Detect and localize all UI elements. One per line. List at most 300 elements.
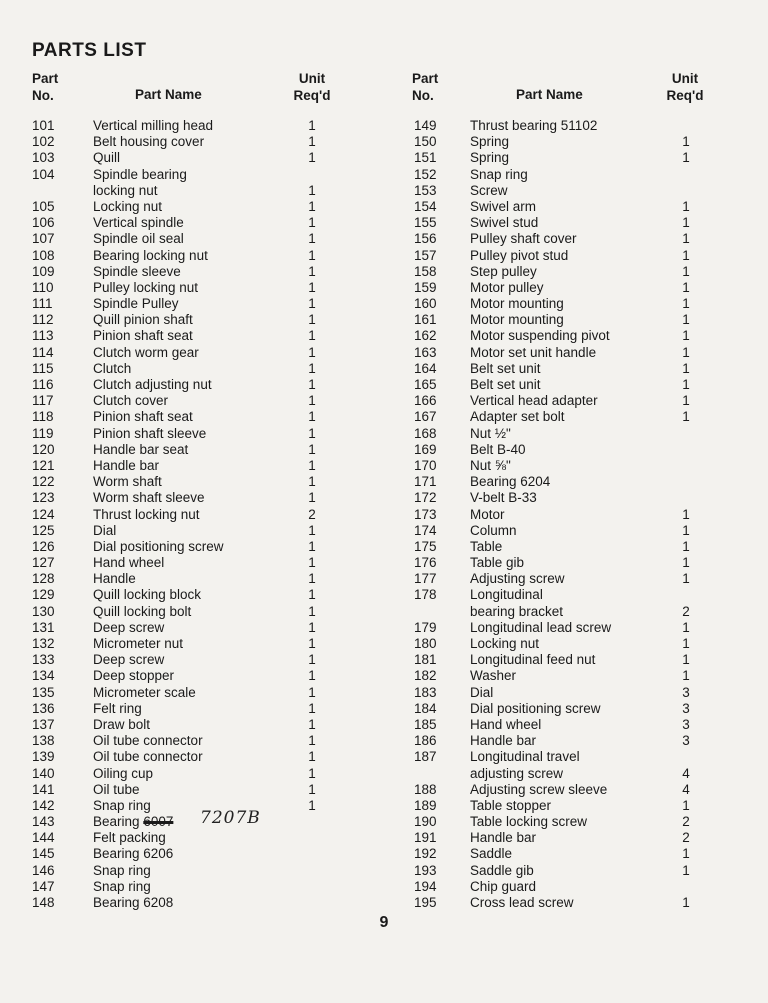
part-number: 148	[32, 895, 55, 910]
part-number: 179	[414, 619, 437, 635]
table-row	[32, 345, 342, 361]
part-number: 192	[414, 846, 437, 862]
part-name-text: Handle bar	[470, 733, 537, 749]
header-unit-reqd	[660, 70, 710, 104]
parts-rows-right	[412, 118, 712, 911]
part-name	[470, 587, 543, 603]
table-row	[32, 620, 342, 636]
part-number: 110	[32, 279, 54, 295]
part-name-text: Bearing locking nut	[93, 247, 208, 263]
parts-column-left	[32, 68, 342, 911]
unit-required: 1	[308, 797, 316, 813]
unit-required: 1	[308, 474, 316, 490]
part-name	[470, 328, 610, 344]
part-name-text: Adapter set bolt	[470, 409, 565, 425]
part-number: 174	[414, 522, 437, 538]
table-row	[412, 701, 712, 717]
table-row	[32, 490, 342, 506]
table-row	[412, 814, 712, 830]
unit-required: 1	[682, 198, 690, 214]
part-name	[470, 280, 544, 296]
unit-required: 1	[308, 198, 316, 214]
part-number: 156	[414, 231, 437, 247]
part-name-text: Spring	[470, 134, 510, 150]
part-number: 165	[414, 377, 437, 392]
part-name	[470, 296, 564, 312]
unit-required: 1	[682, 506, 690, 522]
part-name	[93, 539, 224, 555]
table-row	[412, 199, 712, 215]
part-number: 109	[32, 263, 55, 279]
table-row	[412, 507, 712, 523]
part-name	[93, 846, 173, 862]
part-name-text: Clutch	[93, 360, 132, 376]
part-name	[470, 426, 511, 442]
table-row	[412, 523, 712, 539]
unit-required: 4	[682, 765, 690, 781]
part-name	[93, 507, 200, 523]
part-name-text: Snap ring	[93, 878, 151, 894]
part-name	[470, 782, 607, 798]
table-row	[412, 555, 712, 571]
part-name-text: Dial positioning screw	[470, 700, 601, 716]
part-number: 191	[414, 830, 437, 846]
part-name-text: Oil tube connector	[93, 733, 203, 749]
part-name-text: Pulley shaft cover	[470, 231, 577, 247]
parts-rows-left	[32, 118, 342, 911]
part-name-text: Handle bar	[470, 830, 537, 846]
part-number: 112	[32, 312, 54, 328]
table-row	[412, 328, 712, 344]
unit-required: 1	[308, 134, 316, 150]
unit-required: 4	[682, 781, 690, 797]
unit-required: 1	[682, 571, 690, 587]
header-unit-line1: Unit	[671, 71, 699, 86]
unit-required: 1	[308, 684, 316, 700]
part-number: 155	[414, 215, 437, 231]
part-name-text: Spindle sleeve	[93, 263, 181, 279]
unit-required: 2	[682, 814, 690, 830]
part-number: 129	[32, 587, 55, 603]
part-number: 190	[414, 814, 437, 830]
part-name-text: Vertical milling head	[93, 118, 214, 133]
part-name-text: Longitudinal travel	[470, 749, 580, 765]
part-name-text: Snap ring	[93, 797, 151, 813]
part-name	[93, 523, 116, 539]
part-name	[93, 167, 187, 183]
part-name-text: Swivel stud	[470, 215, 539, 231]
unit-required: 1	[682, 652, 690, 668]
part-name	[470, 701, 601, 717]
part-name	[470, 571, 565, 587]
page-number: 9	[379, 914, 389, 931]
part-name-text: Nut ½"	[470, 425, 511, 441]
part-name-text: Deep screw	[93, 619, 165, 635]
header-unit-line2: Req'd	[293, 88, 331, 103]
table-row	[412, 345, 712, 361]
part-number: 134	[32, 668, 55, 684]
part-name-text: Oil tube	[93, 781, 140, 797]
table-row	[32, 798, 342, 814]
part-number: 149	[414, 118, 437, 133]
table-row	[412, 668, 712, 684]
part-number: 177	[414, 571, 437, 587]
table-row	[32, 231, 342, 247]
table-row	[412, 231, 712, 247]
part-name-text: Motor pulley	[470, 279, 544, 295]
table-row	[32, 523, 342, 539]
part-name	[470, 668, 516, 684]
part-number: 167	[414, 409, 437, 425]
part-name-text: locking nut	[93, 182, 158, 198]
part-name	[93, 782, 140, 798]
table-row	[412, 426, 712, 442]
table-row	[412, 620, 712, 636]
part-name	[470, 231, 577, 247]
column-header	[412, 68, 712, 118]
part-name-text: Locking nut	[470, 636, 540, 651]
table-row	[32, 814, 342, 830]
part-name	[93, 571, 136, 587]
part-number: 180	[414, 636, 437, 651]
part-name	[470, 830, 536, 846]
part-name-text: Bearing 6208	[93, 895, 174, 910]
part-name-text: Saddle	[470, 846, 513, 862]
part-number: 102	[32, 134, 55, 150]
unit-required: 1	[308, 231, 316, 247]
table-row	[412, 798, 712, 814]
part-name	[93, 685, 196, 701]
part-name	[93, 345, 199, 361]
part-name-text: Step pulley	[470, 263, 537, 279]
part-number: 176	[414, 555, 437, 571]
part-name	[470, 118, 597, 134]
part-name	[93, 474, 162, 490]
unit-required: 1	[308, 296, 316, 312]
part-number: 128	[32, 571, 55, 587]
table-row	[412, 183, 712, 199]
part-name	[93, 636, 183, 652]
part-name-text: Screw	[470, 182, 508, 198]
part-name-text: Adjusting screw	[470, 571, 565, 587]
part-name-text: Quill	[93, 150, 121, 166]
part-number: 194	[414, 878, 437, 894]
part-name-text: Nut ⅝"	[470, 457, 511, 473]
unit-required: 1	[682, 862, 690, 878]
unit-required: 1	[308, 409, 316, 425]
header-unit-reqd	[287, 70, 337, 104]
unit-required: 1	[682, 797, 690, 813]
unit-required: 1	[308, 441, 316, 457]
part-name	[470, 523, 517, 539]
part-name	[93, 361, 131, 377]
part-name	[93, 863, 151, 879]
part-number: 189	[414, 797, 437, 813]
table-row	[412, 377, 712, 393]
part-name	[470, 312, 564, 328]
part-number: 162	[414, 328, 437, 344]
part-name	[470, 409, 565, 425]
part-name-text: Motor mounting	[470, 312, 564, 328]
table-row	[412, 766, 712, 782]
part-name	[93, 830, 166, 846]
part-name	[470, 150, 509, 166]
unit-required: 3	[682, 733, 690, 749]
table-row	[412, 636, 712, 652]
unit-required: 1	[308, 344, 316, 360]
unit-required: 2	[308, 506, 316, 522]
part-name	[470, 215, 538, 231]
part-name	[93, 652, 164, 668]
part-number: 125	[32, 522, 55, 538]
part-number: 185	[414, 716, 437, 732]
unit-required: 1	[308, 247, 316, 263]
part-name-text: Draw bolt	[93, 716, 151, 732]
unit-required: 1	[308, 263, 316, 279]
unit-required: 1	[308, 150, 316, 166]
part-number: 116	[32, 377, 54, 392]
unit-required: 3	[682, 700, 690, 716]
table-row	[412, 361, 712, 377]
part-name	[470, 685, 493, 701]
table-row	[32, 733, 342, 749]
unit-required: 1	[682, 215, 690, 231]
part-number: 181	[414, 652, 437, 668]
unit-required: 1	[682, 328, 690, 344]
table-row	[32, 571, 342, 587]
unit-required: 1	[308, 328, 316, 344]
part-name-text: Chip guard	[470, 878, 537, 894]
header-part-no	[412, 70, 438, 104]
table-row	[32, 555, 342, 571]
part-number: 195	[414, 895, 437, 910]
unit-required: 1	[308, 360, 316, 376]
table-row	[412, 782, 712, 798]
table-row	[412, 895, 712, 911]
table-row	[32, 328, 342, 344]
part-number: 142	[32, 797, 55, 813]
table-row	[32, 766, 342, 782]
part-number: 153	[414, 182, 437, 198]
part-number: 175	[414, 538, 437, 554]
part-name-text: Worm shaft	[93, 474, 162, 490]
part-name-text: Washer	[470, 668, 517, 684]
part-number: 186	[414, 733, 437, 749]
header-part-no-line2: No.	[32, 88, 54, 103]
part-name-text: Spindle bearing	[93, 166, 187, 182]
unit-required: 1	[308, 603, 316, 619]
part-name-text: Spring	[470, 150, 510, 166]
unit-required: 1	[308, 765, 316, 781]
unit-required: 1	[308, 700, 316, 716]
part-name	[470, 264, 537, 280]
part-name	[93, 393, 168, 409]
table-row	[32, 215, 342, 231]
part-name-text: Motor set unit handle	[470, 344, 597, 360]
part-number: 152	[414, 166, 437, 182]
table-row	[32, 685, 342, 701]
table-row	[412, 733, 712, 749]
table-row	[412, 846, 712, 862]
unit-required: 1	[308, 118, 316, 133]
part-name	[93, 879, 151, 895]
table-row	[412, 490, 712, 506]
part-name	[93, 280, 198, 296]
part-name-text: Clutch cover	[93, 393, 169, 409]
part-name	[93, 312, 193, 328]
part-number: 140	[32, 765, 55, 781]
unit-required: 1	[682, 344, 690, 360]
part-number: 157	[414, 247, 437, 263]
part-number: 123	[32, 490, 55, 506]
part-number: 108	[32, 247, 55, 263]
unit-required: 1	[308, 571, 316, 587]
part-name-text: Cross lead screw	[470, 895, 574, 910]
part-name-text: Spindle oil seal	[93, 231, 184, 247]
part-name	[470, 620, 611, 636]
part-number: 166	[414, 393, 437, 409]
part-name	[93, 377, 212, 393]
table-row	[412, 863, 712, 879]
part-name-text: Dial	[470, 684, 494, 700]
unit-required: 1	[308, 215, 316, 231]
part-number: 171	[414, 474, 437, 490]
part-name	[93, 668, 174, 684]
part-name	[470, 377, 541, 393]
table-row	[412, 652, 712, 668]
part-name-text: Dial positioning screw	[93, 538, 224, 554]
part-number: 114	[32, 344, 54, 360]
part-name	[93, 231, 184, 247]
part-name-text: Table stopper	[470, 797, 552, 813]
unit-required: 1	[308, 377, 316, 392]
unit-required: 1	[682, 393, 690, 409]
part-number: 164	[414, 360, 437, 376]
table-row	[412, 717, 712, 733]
part-name-text: Handle bar	[93, 457, 160, 473]
unit-required: 1	[682, 636, 690, 651]
table-row	[32, 183, 342, 199]
table-row	[32, 118, 342, 134]
unit-required: 1	[308, 538, 316, 554]
table-row	[412, 879, 712, 895]
part-name	[93, 604, 191, 620]
unit-required: 1	[308, 182, 316, 198]
table-row	[32, 782, 342, 798]
unit-required: 1	[682, 409, 690, 425]
part-name-text: Table	[470, 538, 503, 554]
part-name	[470, 846, 512, 862]
unit-required: 1	[308, 393, 316, 409]
part-number: 158	[414, 263, 437, 279]
table-row	[412, 150, 712, 166]
part-number: 111	[32, 296, 53, 312]
part-name-text: Quill locking bolt	[93, 603, 192, 619]
part-number: 138	[32, 733, 55, 749]
part-name	[470, 879, 536, 895]
part-number: 121	[32, 457, 55, 473]
part-number: 188	[414, 781, 437, 797]
part-number: 173	[414, 506, 437, 522]
table-row	[32, 895, 342, 911]
part-name	[93, 426, 206, 442]
part-number: 178	[414, 587, 437, 603]
part-name-text: Pulley locking nut	[93, 279, 199, 295]
part-name-text: Spindle Pulley	[93, 296, 179, 312]
part-name-text: Swivel arm	[470, 198, 537, 214]
part-name	[470, 814, 587, 830]
table-row	[32, 604, 342, 620]
table-row	[32, 377, 342, 393]
part-number: 119	[32, 425, 54, 441]
table-row	[32, 846, 342, 862]
table-row	[412, 409, 712, 425]
unit-required: 3	[682, 684, 690, 700]
part-name	[93, 215, 184, 231]
part-name-text: Longitudinal feed nut	[470, 652, 596, 668]
struck-text: 6007	[143, 814, 174, 830]
part-name-text: V-belt B-33	[470, 490, 537, 506]
part-number: 106	[32, 215, 55, 231]
table-row	[32, 636, 342, 652]
table-row	[32, 167, 342, 183]
table-row	[32, 587, 342, 603]
part-name-text: Felt packing	[93, 830, 166, 846]
part-name	[93, 134, 204, 150]
part-number: 193	[414, 862, 437, 878]
part-name	[470, 895, 574, 911]
part-name	[93, 118, 213, 134]
part-name	[93, 620, 164, 636]
table-row	[412, 587, 712, 603]
page-title: PARTS LIST	[32, 40, 147, 61]
part-name	[93, 199, 162, 215]
part-name-text: Oil tube connector	[93, 749, 203, 765]
part-number: 115	[32, 360, 54, 376]
table-row	[32, 199, 342, 215]
unit-required: 1	[682, 263, 690, 279]
part-name-text: Belt housing cover	[93, 134, 205, 150]
header-unit-line2: Req'd	[666, 88, 704, 103]
unit-required: 1	[308, 522, 316, 538]
part-number: 168	[414, 425, 437, 441]
part-number: 183	[414, 684, 437, 700]
part-name-text: Snap ring	[93, 862, 151, 878]
part-name-text: Thrust bearing 51102	[470, 118, 598, 133]
part-name	[470, 183, 508, 199]
part-name-text: Handle bar seat	[93, 441, 189, 457]
part-name	[93, 895, 173, 911]
table-row	[32, 830, 342, 846]
table-row	[412, 312, 712, 328]
header-unit-line1: Unit	[298, 71, 326, 86]
part-name	[470, 199, 536, 215]
unit-required: 1	[682, 312, 690, 328]
table-row	[32, 426, 342, 442]
part-number: 184	[414, 700, 437, 716]
part-name	[470, 458, 511, 474]
table-row	[412, 118, 712, 134]
unit-required: 1	[308, 555, 316, 571]
part-name-text: Pinion shaft seat	[93, 328, 193, 344]
part-number: 160	[414, 296, 437, 312]
unit-required: 1	[682, 150, 690, 166]
part-name-text: Micrometer nut	[93, 636, 184, 651]
part-name-text: Bearing 6204	[470, 474, 551, 490]
part-number: 132	[32, 636, 55, 651]
table-row	[412, 442, 712, 458]
unit-required: 1	[682, 619, 690, 635]
